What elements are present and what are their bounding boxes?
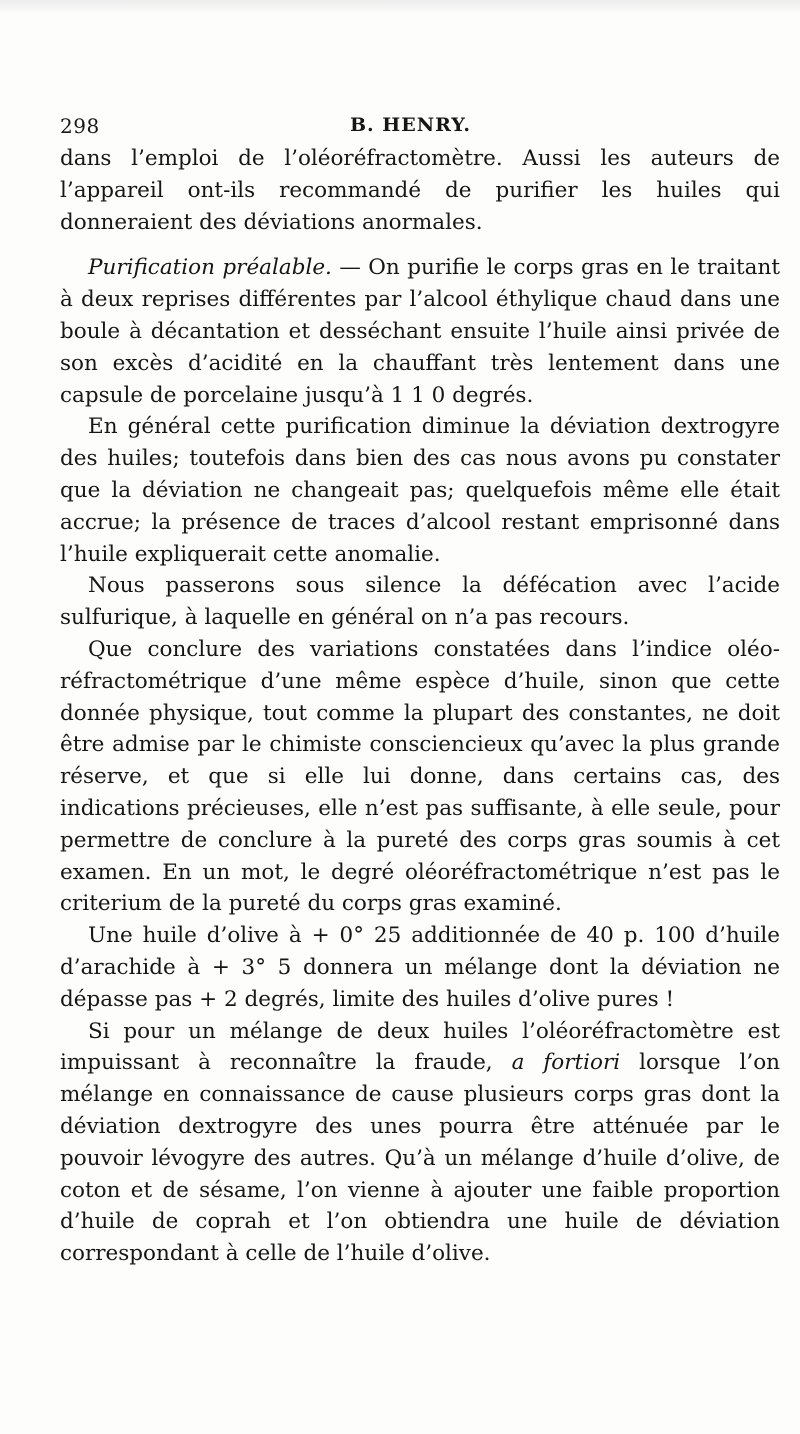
- paragraph-continuation: dans l’emploi de l’oléoréfractomètre. Aussi les auteurs de l’appareil ont-ils recommandé de purifier les huiles qui donneraient des déviations anormales.: [60, 146, 780, 235]
- paragraph-purification-text: — On purifie le corps gras en le traitant à deux reprises différentes par l’alcool éthylique chaud dans une boule à décantation et desséchant ensuite l’huile ainsi privée de son excès d’acidité en la chauffant très lentement dans une capsule de porcelaine jusqu’à 1 1 0 degrés.: [60, 255, 780, 408]
- page-number: 298: [60, 114, 100, 138]
- body-text: [60, 143, 780, 1270]
- paragraph-a-fortiori-end: lorsque l’on mélange en connaissance de cause plusieurs corps gras dont la déviation dextrogyre des unes pourra être atténuée par le pouvoir lévogyre des autres. Qu’à un mélange d’huile d’olive, de coton et de sésame, l’on vienne à ajouter une faible proportion d’huile de coprah et l’on obtiendra une huile de déviation correspondant à celle de l’huile d’olive.: [60, 1050, 781, 1267]
- section-heading-purification: Purification préalable.: [88, 255, 332, 281]
- scan-edge-shadow: [0, 0, 800, 14]
- italic-a-fortiori: a fortiori: [511, 1050, 621, 1076]
- paragraph-general-effect: En général cette purification diminue la déviation dextrogyre des huiles; toutefois dans bien des cas nous avons pu constater que la déviation ne changeait pas; quelquefois même elle était accrue; la présence de traces d’alcool restant emprisonné dans l’huile expliquerait cette anomalie.: [60, 414, 780, 567]
- page-header: [60, 114, 760, 144]
- paragraph-a-fortiori-start: Si pour un mélange de deux huiles l’oléoréfractomètre est impuissant à reconnaître la fraude,: [60, 1018, 780, 1076]
- paragraph-a-fortiori: [60, 1016, 780, 1270]
- paragraph-example-mixture: Une huile d’olive à + 0° 25 additionnée de 40 p. 100 d’huile d’arachide à + 3° 5 donnera un mélange dont la déviation ne dépasse pas + 2 degrés, limite des huiles d’olive pures !: [60, 923, 780, 1012]
- running-head: B. HENRY.: [350, 114, 472, 136]
- paragraph-defecation: Nous passerons sous silence la défécation avec l’acide sulfurique, à laquelle en général on n’a pas recours.: [60, 573, 780, 631]
- paragraph-purification: [60, 252, 780, 411]
- paragraph-conclusion: Que conclure des variations constatées dans l’indice oléo-réfractométrique d’une même espèce d’huile, sinon que cette donnée physique, tout comme la plupart des constantes, ne doit être admise par le chimiste consciencieux qu’avec la plus grande réserve, et que si elle lui donne, dans certains cas, des indications précieuses, elle n’est pas suffisante, à elle seule, pour permettre de conclure à la pureté des corps gras soumis à cet examen. En un mot, le degré oléoréfractométrique n’est pas le criterium de la pureté du corps gras examiné.: [60, 636, 780, 917]
